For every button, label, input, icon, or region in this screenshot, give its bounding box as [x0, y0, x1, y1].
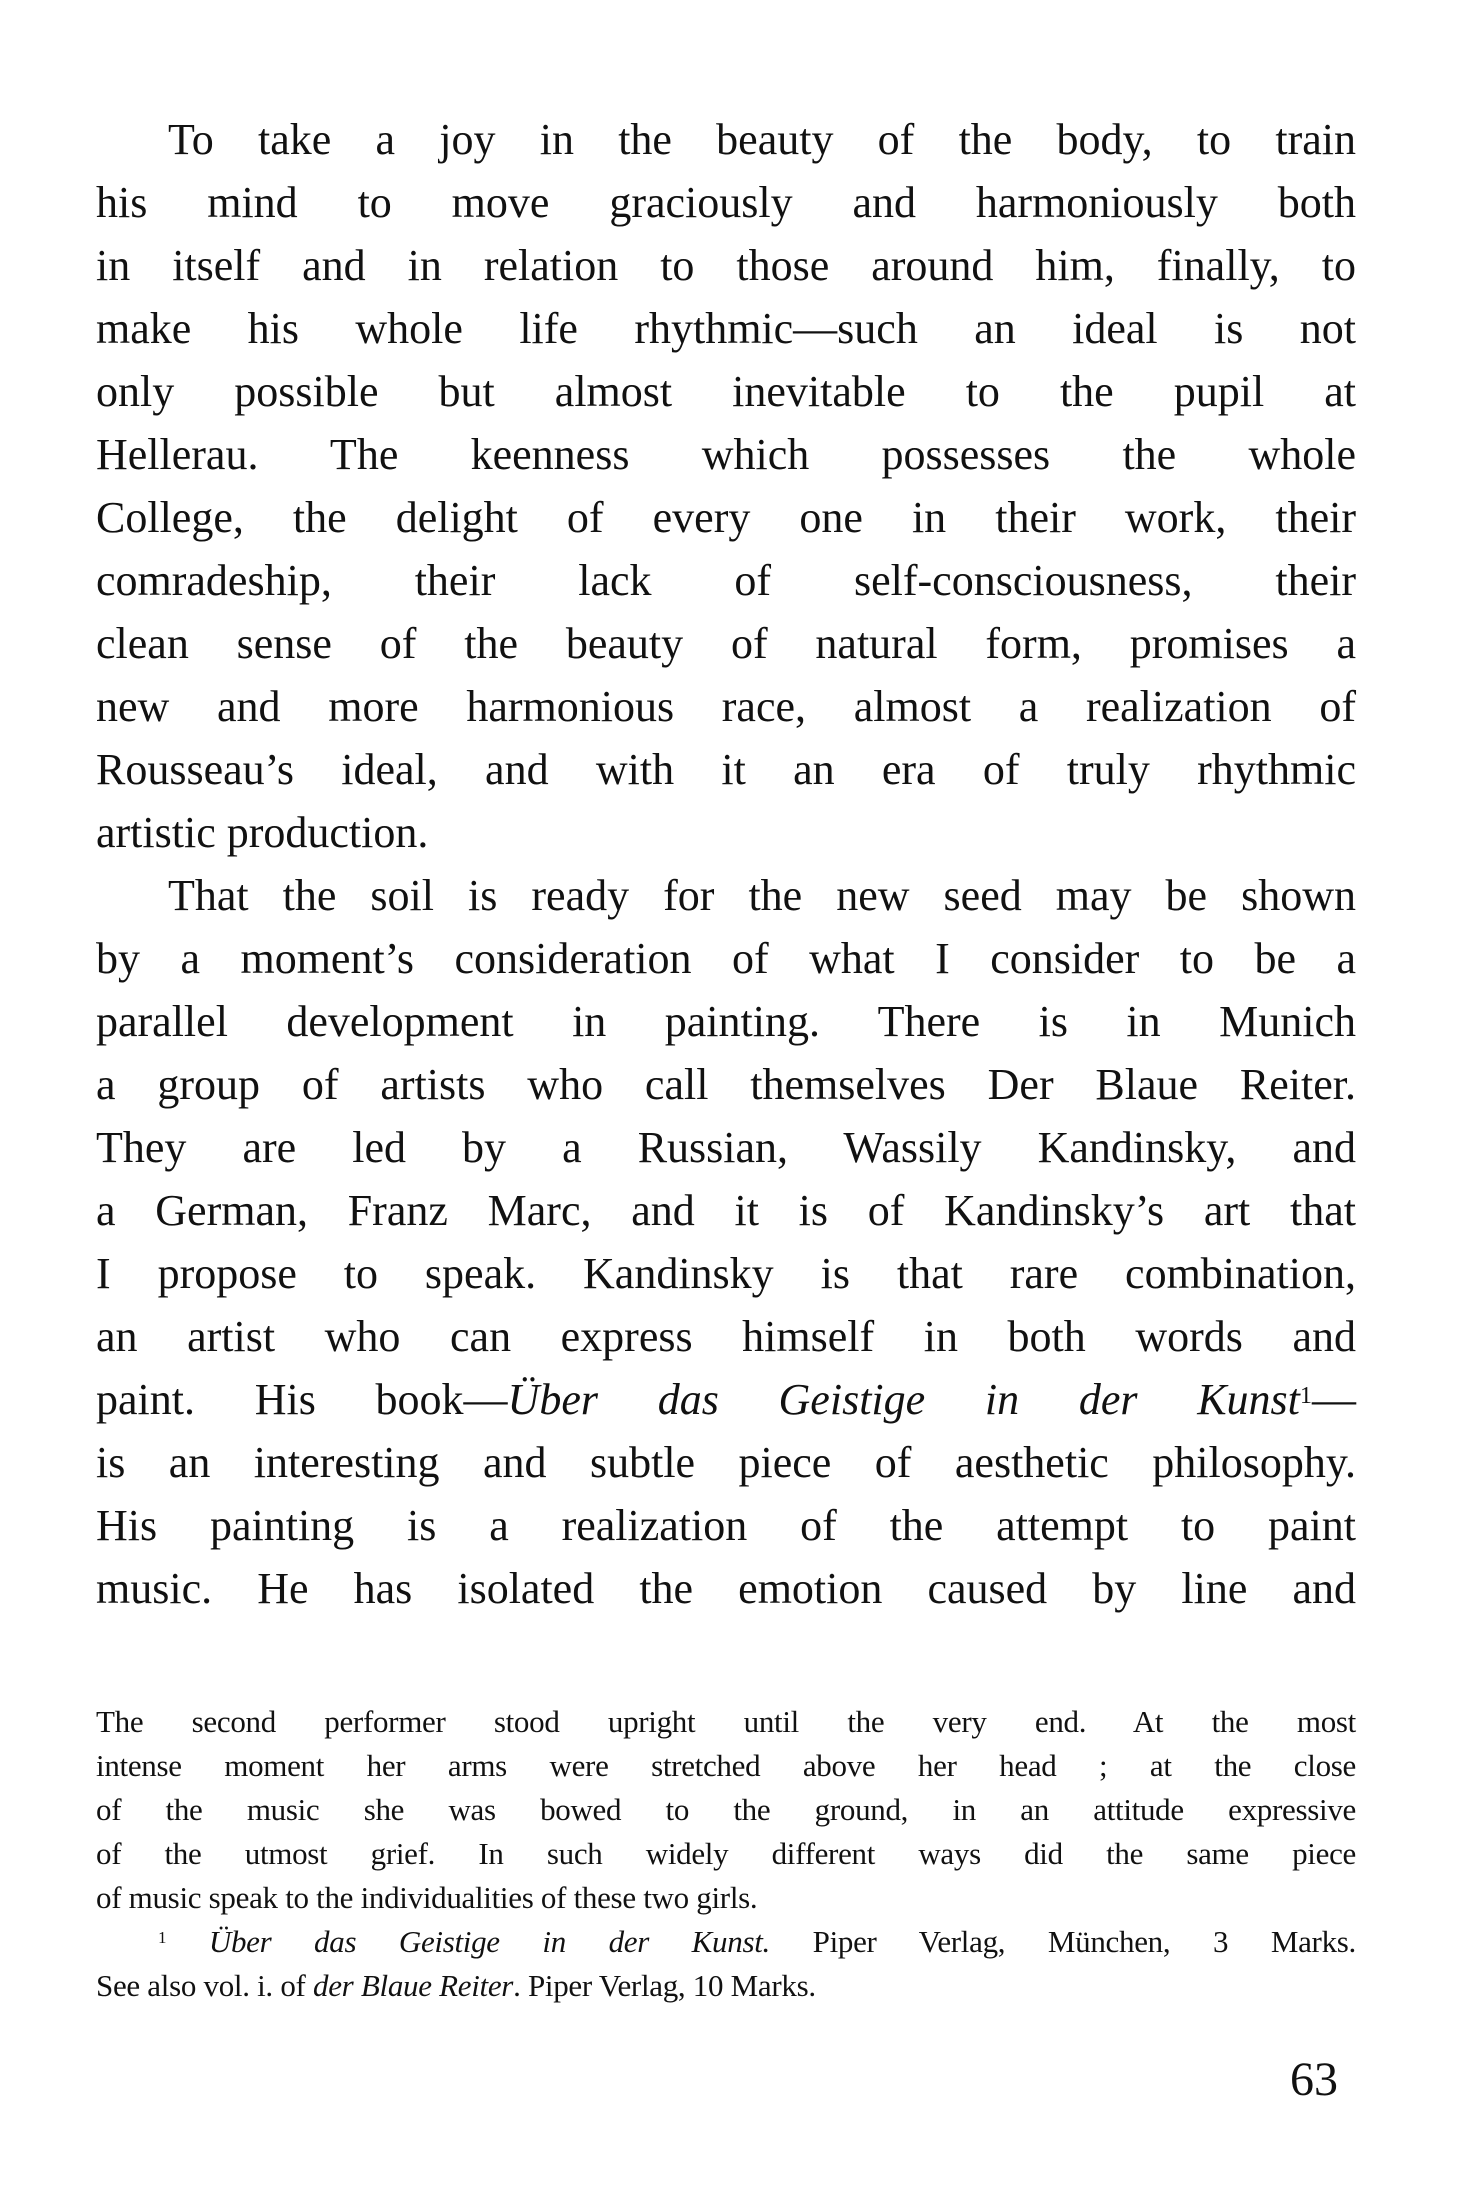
text-run: make his whole life rhythmic—such an ideal is not: [96, 304, 1356, 353]
text-run: parallel development in painting. There is in Munich: [96, 997, 1356, 1046]
text-run: his mind to move graciously and harmoniously both: [96, 178, 1356, 227]
footnote-paragraph: [96, 1700, 1356, 1920]
body-line: [96, 738, 1356, 801]
body-line: [96, 990, 1356, 1053]
text-run: a German, Franz Marc, and it is of Kandinsky’s art that: [96, 1186, 1356, 1235]
text-run: artistic production.: [96, 808, 429, 857]
text-run: I propose to speak. Kandinsky is that rare combination,: [96, 1249, 1356, 1298]
body-line: [96, 1368, 1356, 1431]
body-line: [96, 234, 1356, 297]
body-paragraph: [96, 864, 1356, 1620]
text-run: Hellerau. The keenness which possesses the whole: [96, 430, 1356, 479]
body-line: [96, 423, 1356, 486]
footnote-line: [96, 1700, 1356, 1744]
text-run: an artist who can express himself in both words and: [96, 1312, 1356, 1361]
body-line: [96, 1116, 1356, 1179]
footnotes: [96, 1700, 1356, 2008]
footnote-marker: 1: [1299, 1382, 1312, 1409]
text-run: by a moment’s consideration of what I consider to be a: [96, 934, 1356, 983]
page-number: 63: [1290, 2053, 1338, 2106]
italic-title: Über das Geistige in der Kunst.: [208, 1924, 770, 1959]
text-run: comradeship, their lack of self-consciousness, their: [96, 556, 1356, 605]
body-line: [96, 1305, 1356, 1368]
footnote-paragraph: [96, 1920, 1356, 2008]
body-line: [96, 171, 1356, 234]
body-line: [96, 1557, 1356, 1620]
text-run: To take a joy in the beauty of the body, to train: [168, 115, 1356, 164]
body-line: [96, 549, 1356, 612]
text-run: [166, 1924, 209, 1959]
text-run: See also vol. i. of: [96, 1968, 313, 2003]
footnote-line: [96, 1788, 1356, 1832]
text-run: They are led by a Russian, Wassily Kandinsky, and: [96, 1123, 1356, 1172]
body-line: [96, 486, 1356, 549]
italic-title: Über das Geistige in der Kunst: [507, 1375, 1300, 1424]
text-run: new and more harmonious race, almost a realization of: [96, 682, 1356, 731]
body-line: [96, 297, 1356, 360]
body-line: [96, 675, 1356, 738]
body-paragraph: [96, 108, 1356, 864]
footnote-line: [96, 1744, 1356, 1788]
footnote-line: [96, 1964, 1356, 2008]
text-run: only possible but almost inevitable to the pupil at: [96, 367, 1356, 416]
italic-title: der Blaue Reiter: [313, 1968, 514, 2003]
text-run: The second performer stood upright until the very end. At the most: [96, 1704, 1356, 1739]
footnote-marker: 1: [158, 1928, 167, 1947]
text-run: His painting is a realization of the attempt to paint: [96, 1501, 1356, 1550]
main-text: [96, 108, 1356, 1620]
text-run: That the soil is ready for the new seed may be shown: [168, 871, 1356, 920]
footnote-line: [96, 1920, 1356, 1964]
text-run: of the music she was bowed to the ground, in an attitude expressive: [96, 1792, 1356, 1827]
text-run: in itself and in relation to those around him, finally, to: [96, 241, 1356, 290]
body-line: [96, 864, 1356, 927]
body-line: [96, 1431, 1356, 1494]
text-run: Rousseau’s ideal, and with it an era of truly rhythmic: [96, 745, 1356, 794]
text-run: clean sense of the beauty of natural form, promises a: [96, 619, 1356, 668]
body-line: [96, 1053, 1356, 1116]
text-run: of music speak to the individualities of these two girls.: [96, 1880, 758, 1915]
text-run: —: [1312, 1375, 1356, 1424]
body-line: [96, 360, 1356, 423]
body-line: [96, 1179, 1356, 1242]
body-line: [96, 1494, 1356, 1557]
body-line: [96, 612, 1356, 675]
footnote-line: [96, 1876, 1356, 1920]
text-run: music. He has isolated the emotion caused by line and: [96, 1564, 1356, 1613]
text-run: intense moment her arms were stretched above her head ; at the close: [96, 1748, 1356, 1783]
text-run: of the utmost grief. In such widely different ways did the same piece: [96, 1836, 1356, 1871]
body-line: [96, 108, 1356, 171]
text-run: is an interesting and subtle piece of aesthetic philosophy.: [96, 1438, 1356, 1487]
footnote-line: [96, 1832, 1356, 1876]
text-run: . Piper Verlag, 10 Marks.: [513, 1968, 816, 2003]
text-run: College, the delight of every one in their work, their: [96, 493, 1356, 542]
body-line: [96, 927, 1356, 990]
text-run: a group of artists who call themselves Der Blaue Reiter.: [96, 1060, 1356, 1109]
body-line: [96, 1242, 1356, 1305]
text-run: paint. His book—: [96, 1375, 508, 1424]
text-run: Piper Verlag, München, 3 Marks.: [769, 1924, 1356, 1959]
body-line: [96, 801, 1356, 864]
